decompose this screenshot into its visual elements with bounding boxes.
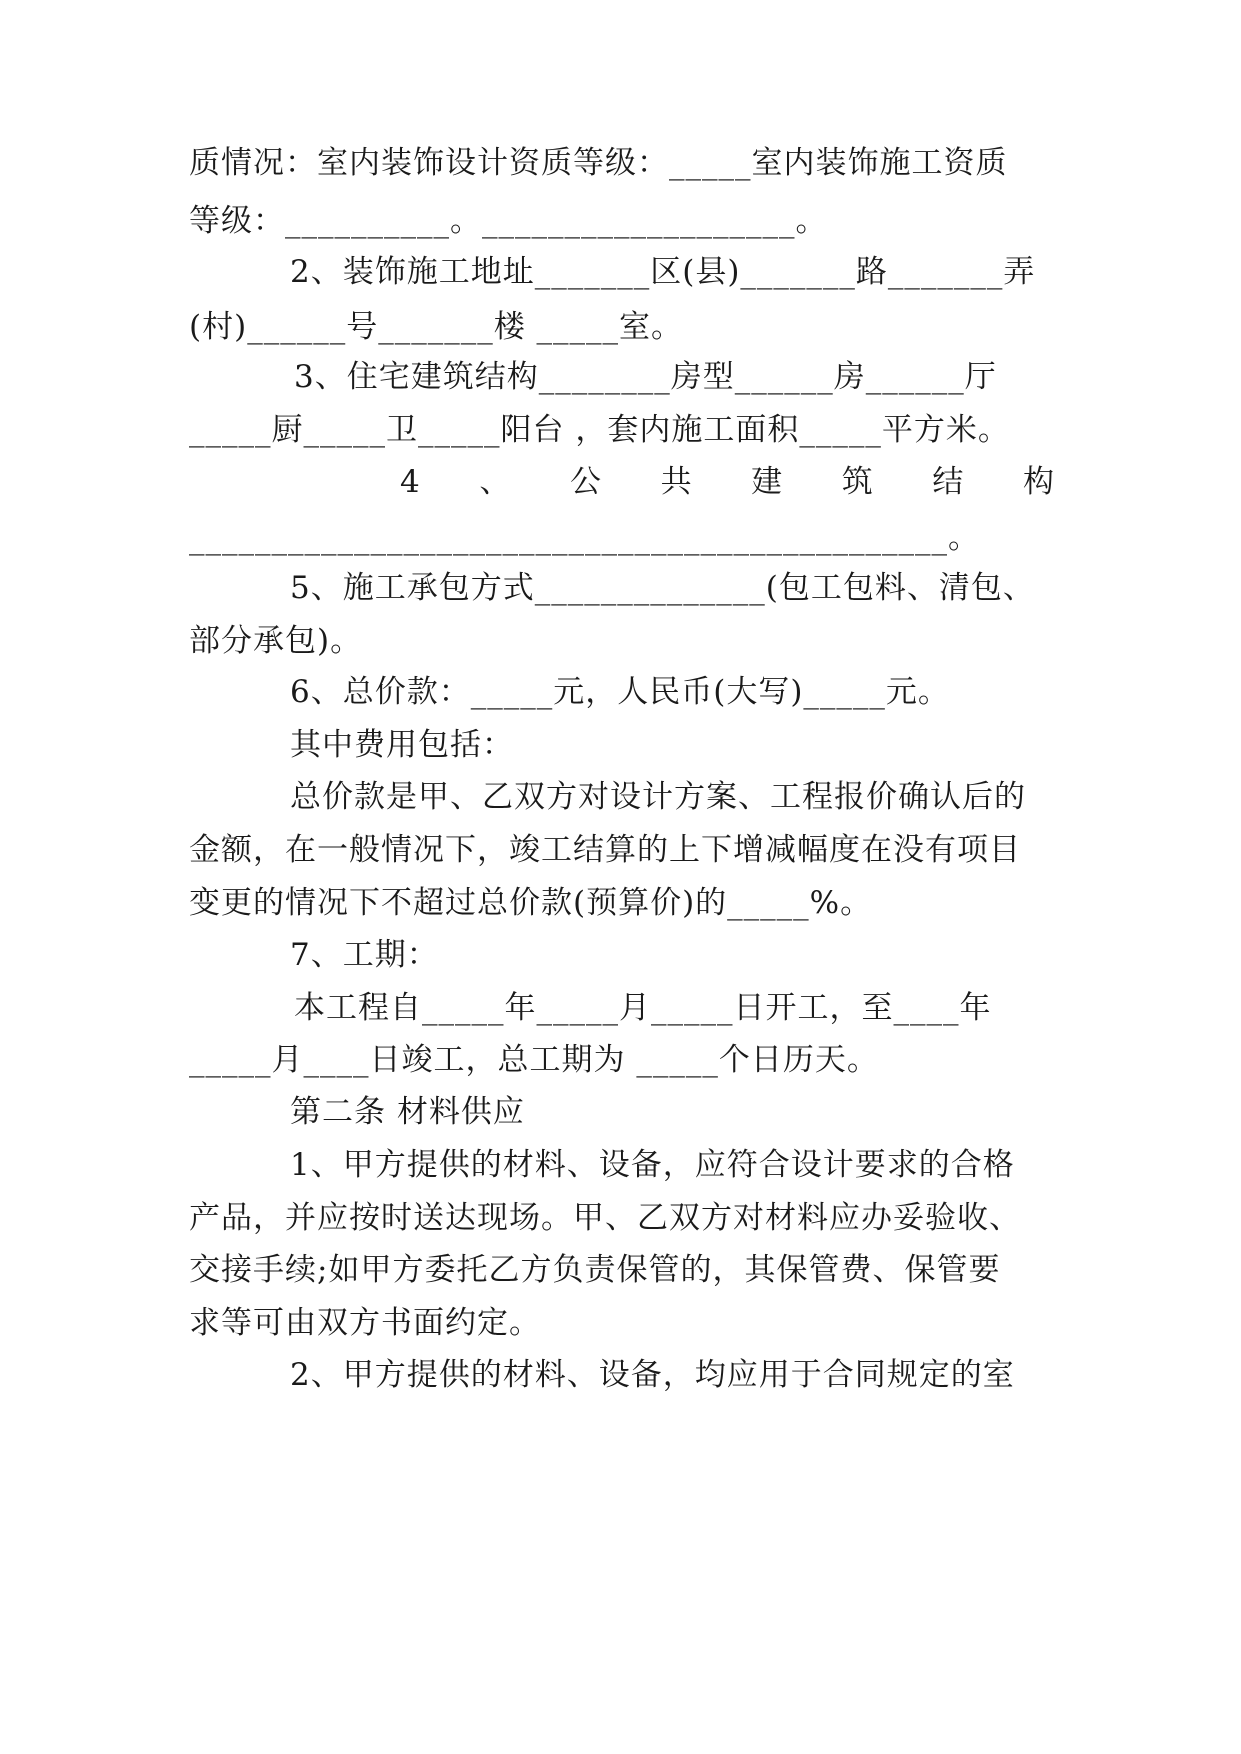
text-line: 交接手续;如甲方委托乙方负责保管的，其保管费、保管要 (189, 1252, 1001, 1288)
text-line: 其中费用包括： (290, 727, 514, 763)
text-line: 1、甲方提供的材料、设备，应符合设计要求的合格 (290, 1147, 1015, 1183)
text-line: 3、住宅建筑结构________房型______房______厅 (294, 359, 997, 395)
text-line: 6、总价款：_____元，人民币(大写)_____元。 (290, 674, 950, 710)
section-heading: 第二条 材料供应 (290, 1094, 525, 1130)
spread-char: 筑 (841, 464, 874, 500)
spread-char: 公 (569, 464, 602, 500)
text-line: 变更的情况下不超过总价款(预算价)的_____%。 (189, 885, 873, 921)
text-line: 本工程自_____年_____月_____日开工，至____年 (294, 990, 992, 1026)
text-line: 总价款是甲、乙双方对设计方案、工程报价确认后的 (290, 779, 1026, 815)
text-line: _____月____日竣工，总工期为 _____个日历天。 (189, 1042, 879, 1078)
text-line: 金额，在一般情况下，竣工结算的上下增减幅度在没有项目 (189, 832, 1021, 868)
text-line: ______________________________________________。 (189, 520, 980, 556)
spread-char: 、 (479, 464, 512, 500)
spread-char: 构 (1023, 464, 1055, 500)
text-line: 质情况：室内装饰设计资质等级：_____室内装饰施工资质 (189, 145, 1008, 181)
text-line: 产品，并应按时送达现场。甲、乙双方对材料应办妥验收、 (189, 1200, 1021, 1236)
spread-char: 共 (660, 464, 693, 500)
text-line: 2、装饰施工地址_______区(县)_______路_______弄 (290, 254, 1036, 290)
text-line: (村)______号_______楼 _____室。 (189, 309, 684, 345)
spread-char: 4 (400, 464, 421, 500)
text-line: 5、施工承包方式______________(包工包料、清包、 (290, 570, 1035, 606)
text-line: 求等可由双方书面约定。 (189, 1305, 541, 1341)
text-line: 7、工期： (290, 937, 439, 973)
spread-char: 结 (932, 464, 965, 500)
text-line: 2、甲方提供的材料、设备，均应用于合同规定的室 (290, 1357, 1015, 1393)
spread-char: 建 (751, 464, 784, 500)
text-line: _____厨_____卫_____阳台 ，套内施工面积_____平方米。 (189, 412, 1010, 448)
text-line: 部分承包)。 (189, 623, 363, 659)
spread-heading-line (400, 460, 1055, 504)
text-line: 等级：__________。___________________。 (189, 203, 828, 239)
